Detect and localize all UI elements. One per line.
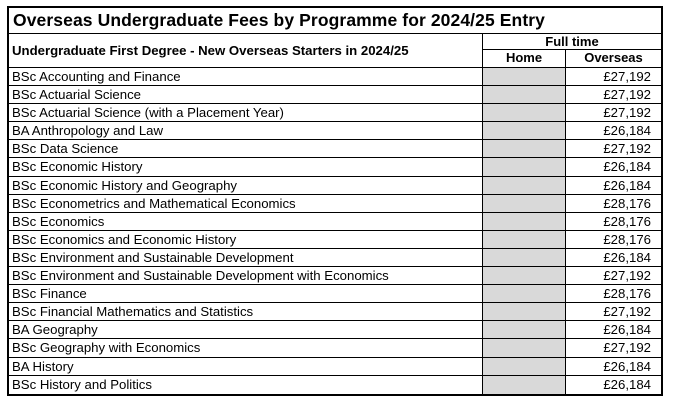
home-fee-cell (483, 68, 566, 85)
overseas-fee: £28,176 (603, 195, 651, 211)
table-row (9, 267, 661, 285)
programme-name: BSc Environment and Sustainable Development (9, 249, 483, 266)
home-fee-cell (483, 339, 566, 356)
programme-name: BSc Finance (9, 285, 483, 302)
overseas-fee: £27,192 (603, 141, 651, 157)
table-row (9, 122, 661, 140)
programme-name: BSc Economic History and Geography (9, 177, 483, 194)
table-row (9, 231, 661, 249)
table-row (9, 86, 661, 104)
programme-name: BA Geography (9, 321, 483, 338)
table-row (9, 140, 661, 158)
overseas-fee: £26,184 (603, 123, 651, 139)
table-row (9, 68, 661, 86)
programme-name: BSc Economics (9, 213, 483, 230)
home-fee-cell (483, 285, 566, 302)
home-fee-cell (483, 358, 566, 375)
home-fee-cell (483, 267, 566, 284)
overseas-fee: £27,192 (603, 304, 651, 320)
section-heading: Undergraduate First Degree - New Overseas Starters in 2024/25 (9, 34, 483, 67)
programme-name: BSc Financial Mathematics and Statistics (9, 303, 483, 320)
fees-table (7, 6, 663, 396)
programme-name: BSc Economic History (9, 158, 483, 175)
programme-name: BSc Actuarial Science (9, 86, 483, 103)
programme-name: BSc Data Science (9, 140, 483, 157)
fee-subheadings (483, 50, 661, 67)
overseas-fee: £26,184 (603, 159, 651, 175)
overseas-column-header: Overseas (584, 50, 643, 65)
table-row (9, 158, 661, 176)
table-row (9, 249, 661, 267)
table-row (9, 303, 661, 321)
fee-column-headers (483, 34, 661, 67)
overseas-fee: £27,192 (603, 69, 651, 84)
table-row (9, 321, 661, 339)
overseas-fee: £26,184 (603, 177, 651, 193)
overseas-fee: £26,184 (603, 376, 651, 392)
table-row (9, 376, 661, 394)
overseas-fee: £28,176 (603, 213, 651, 229)
home-fee-cell (483, 140, 566, 157)
table-body (9, 68, 661, 394)
programme-name: BSc Geography with Economics (9, 339, 483, 356)
programme-name: BA Anthropology and Law (9, 122, 483, 139)
table-row (9, 195, 661, 213)
home-fee-cell (483, 249, 566, 266)
table-row (9, 358, 661, 376)
home-fee-cell (483, 321, 566, 338)
home-fee-cell (483, 158, 566, 175)
home-fee-cell (483, 376, 566, 394)
programme-name: BSc Economics and Economic History (9, 231, 483, 248)
overseas-fee: £27,192 (603, 87, 651, 103)
table-row (9, 339, 661, 357)
overseas-fee: £28,176 (603, 231, 651, 247)
programme-name: BSc Econometrics and Mathematical Economics (9, 195, 483, 212)
overseas-fee: £26,184 (603, 358, 651, 374)
home-fee-cell (483, 231, 566, 248)
table-row (9, 213, 661, 231)
home-fee-cell (483, 213, 566, 230)
programme-name: BSc Accounting and Finance (9, 68, 483, 85)
home-fee-cell (483, 177, 566, 194)
overseas-fee: £27,192 (603, 105, 651, 121)
programme-name: BSc Actuarial Science (with a Placement Year) (9, 104, 483, 121)
table-row (9, 104, 661, 122)
overseas-fee: £26,184 (603, 249, 651, 265)
home-column-header: Home (483, 50, 566, 67)
table-row (9, 177, 661, 195)
home-fee-cell (483, 86, 566, 103)
programme-name: BA History (9, 358, 483, 375)
programme-name: BSc Environment and Sustainable Development with Economics (9, 267, 483, 284)
programme-name: BSc History and Politics (9, 376, 483, 394)
table-header (9, 34, 661, 68)
overseas-fee: £28,176 (603, 286, 651, 302)
full-time-heading: Full time (483, 34, 661, 50)
home-fee-cell (483, 122, 566, 139)
home-fee-cell (483, 195, 566, 212)
overseas-fee: £27,192 (603, 268, 651, 284)
home-fee-cell (483, 303, 566, 320)
overseas-fee: £26,184 (603, 322, 651, 338)
home-fee-cell (483, 104, 566, 121)
overseas-fee: £27,192 (603, 340, 651, 356)
table-row (9, 285, 661, 303)
page-title: Overseas Undergraduate Fees by Programme for 2024/25 Entry (9, 8, 661, 34)
